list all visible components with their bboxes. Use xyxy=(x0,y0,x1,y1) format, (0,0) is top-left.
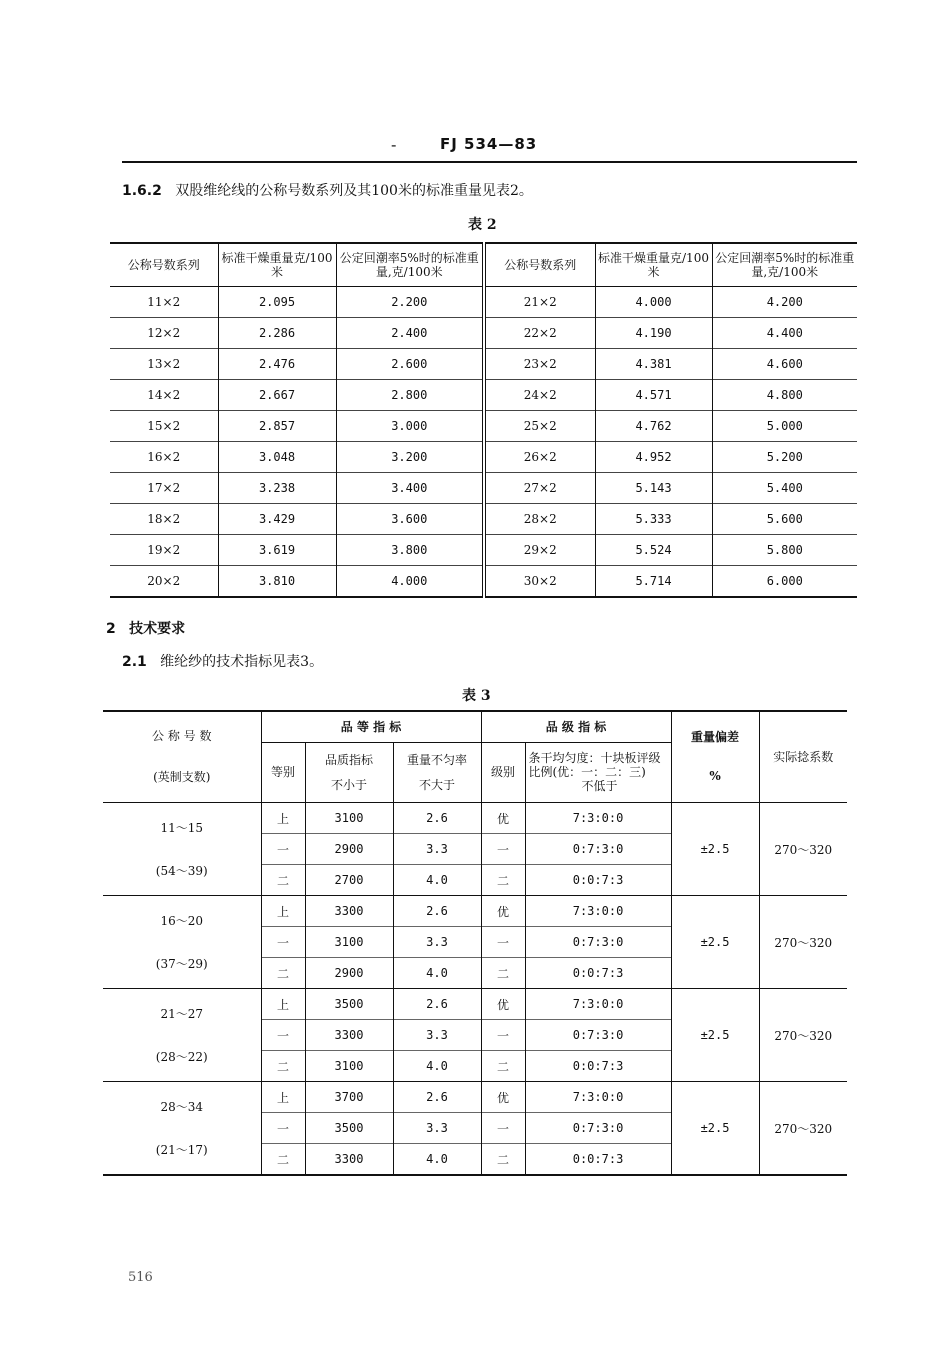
page-number: 516 xyxy=(128,1270,153,1285)
t3-class-level: 优 xyxy=(481,1082,525,1113)
t3-header-weight-deviation xyxy=(671,711,759,803)
t3-unevenness: 4.0 xyxy=(393,865,481,896)
t3-class-level: 二 xyxy=(481,1051,525,1082)
header-dash: - xyxy=(391,135,397,154)
t3-ratio: 0:7:3:0 xyxy=(525,1113,671,1144)
t2-standard-left: 3.000 xyxy=(336,411,484,442)
t2-dry-left: 3.810 xyxy=(218,566,336,598)
t3-ratio: 0:0:7:3 xyxy=(525,1051,671,1082)
t3-quality: 2700 xyxy=(305,865,393,896)
t3-grade: 一 xyxy=(261,927,305,958)
t2-nominal-left: 20×2 xyxy=(110,566,218,598)
t2-standard-left: 3.400 xyxy=(336,473,484,504)
t3-unevenness: 3.3 xyxy=(393,1020,481,1051)
t3-grade: 上 xyxy=(261,989,305,1020)
t2-dry-left: 3.429 xyxy=(218,504,336,535)
t2-nominal-left: 19×2 xyxy=(110,535,218,566)
t3-weight-deviation: ±2.5 xyxy=(671,896,759,989)
t2-standard-left: 3.600 xyxy=(336,504,484,535)
t3-unevenness: 3.3 xyxy=(393,1113,481,1144)
t3-header-evenness-label: 条干均匀度：十块板评级比例(优：一：二：三) xyxy=(528,751,661,780)
t3-class-level: 一 xyxy=(481,1020,525,1051)
table-row xyxy=(110,473,857,504)
section-2-1-text: 维纶纱的技术指标见表3。 xyxy=(160,654,324,670)
t2-dry-right: 5.524 xyxy=(595,535,712,566)
t3-unevenness: 2.6 xyxy=(393,989,481,1020)
t3-class-level: 二 xyxy=(481,958,525,989)
t2-nominal-right: 28×2 xyxy=(484,504,595,535)
t2-dry-left: 2.476 xyxy=(218,349,336,380)
t3-header-quality xyxy=(305,743,393,803)
t3-header-grade-index: 品 等 指 标 xyxy=(261,711,481,743)
t3-header-quality-label: 品质指标 xyxy=(324,752,373,767)
t3-grade: 二 xyxy=(261,958,305,989)
table-row xyxy=(103,803,847,834)
t3-header-percent: % xyxy=(709,769,721,783)
t3-ratio: 7:3:0:0 xyxy=(525,989,671,1020)
section-number: 1.6.2 xyxy=(122,183,162,199)
t3-header-nominal xyxy=(103,711,261,803)
t3-header-class-level: 级别 xyxy=(481,743,525,803)
t2-dry-right: 5.143 xyxy=(595,473,712,504)
t3-quality: 3300 xyxy=(305,896,393,927)
t3-class-level: 优 xyxy=(481,989,525,1020)
t3-nominal-range: 21～27 xyxy=(160,1007,204,1021)
t2-header-nominal-left: 公称号数系列 xyxy=(110,243,218,287)
t2-header-standard-right: 公定回潮率5%时的标准重量,克/100米 xyxy=(712,243,857,287)
t2-standard-left: 2.400 xyxy=(336,318,484,349)
t3-twist-factor: 270～320 xyxy=(759,1082,847,1176)
t3-quality: 2900 xyxy=(305,834,393,865)
t3-grade: 二 xyxy=(261,865,305,896)
t3-nominal-range: 28～34 xyxy=(160,1100,204,1114)
t3-unevenness: 3.3 xyxy=(393,834,481,865)
t3-nominal-cell xyxy=(103,989,261,1082)
t2-standard-right: 5.600 xyxy=(712,504,857,535)
t2-dry-right: 4.000 xyxy=(595,287,712,318)
t2-nominal-right: 25×2 xyxy=(484,411,595,442)
t3-nominal-range: 16～20 xyxy=(160,914,204,928)
t3-ratio: 7:3:0:0 xyxy=(525,896,671,927)
table-row xyxy=(110,535,857,566)
t2-nominal-right: 26×2 xyxy=(484,442,595,473)
t3-unevenness: 2.6 xyxy=(393,1082,481,1113)
t2-nominal-right: 30×2 xyxy=(484,566,595,598)
t3-quality: 3700 xyxy=(305,1082,393,1113)
t3-twist-factor: 270～320 xyxy=(759,989,847,1082)
table-2 xyxy=(110,242,857,598)
t3-header-english-count: (英制支数) xyxy=(153,770,211,784)
table-row xyxy=(110,287,857,318)
t3-quality: 3500 xyxy=(305,989,393,1020)
t3-ratio: 0:0:7:3 xyxy=(525,865,671,896)
t3-english-count: (54～39) xyxy=(155,864,208,878)
t3-quality: 3100 xyxy=(305,803,393,834)
t3-class-level: 优 xyxy=(481,803,525,834)
t3-grade: 上 xyxy=(261,896,305,927)
t3-class-level: 一 xyxy=(481,927,525,958)
t3-quality: 3300 xyxy=(305,1144,393,1176)
t3-header-evenness xyxy=(525,743,671,803)
table-row xyxy=(103,896,847,927)
t3-header-unevenness xyxy=(393,743,481,803)
t2-standard-right: 5.400 xyxy=(712,473,857,504)
t2-header-dry-left: 标准干燥重量克/100米 xyxy=(218,243,336,287)
section-2 xyxy=(106,618,185,638)
t3-ratio: 0:7:3:0 xyxy=(525,1020,671,1051)
t3-unevenness: 4.0 xyxy=(393,1051,481,1082)
t3-quality: 3500 xyxy=(305,1113,393,1144)
t2-nominal-left: 13×2 xyxy=(110,349,218,380)
t3-unevenness: 2.6 xyxy=(393,896,481,927)
t3-header-not-less: 不小于 xyxy=(330,777,367,792)
t3-weight-deviation: ±2.5 xyxy=(671,803,759,896)
t2-dry-right: 4.762 xyxy=(595,411,712,442)
t2-nominal-left: 18×2 xyxy=(110,504,218,535)
t3-header-not-more: 不大于 xyxy=(418,777,455,792)
t3-english-count: (37～29) xyxy=(155,957,208,971)
t3-header-nominal-label: 公 称 号 数 xyxy=(152,729,212,743)
t3-unevenness: 4.0 xyxy=(393,1144,481,1176)
t3-english-count: (21～17) xyxy=(155,1143,208,1157)
t2-standard-right: 4.200 xyxy=(712,287,857,318)
section-2-1-number: 2.1 xyxy=(122,654,147,670)
t3-unevenness: 4.0 xyxy=(393,958,481,989)
t3-nominal-range: 11～15 xyxy=(160,821,204,835)
t3-class-level: 一 xyxy=(481,1113,525,1144)
t3-header-unevenness-label: 重量不匀率 xyxy=(406,752,467,767)
table2-caption: 表 2 xyxy=(468,217,497,233)
t2-dry-left: 3.619 xyxy=(218,535,336,566)
t3-ratio: 0:7:3:0 xyxy=(525,927,671,958)
t2-dry-left: 3.238 xyxy=(218,473,336,504)
t3-ratio: 0:7:3:0 xyxy=(525,834,671,865)
t3-ratio: 7:3:0:0 xyxy=(525,1082,671,1113)
t3-weight-deviation: ±2.5 xyxy=(671,1082,759,1176)
standard-code: FJ 534—83 xyxy=(440,135,538,153)
t3-ratio: 0:0:7:3 xyxy=(525,1144,671,1176)
t2-nominal-right: 29×2 xyxy=(484,535,595,566)
table-row xyxy=(103,989,847,1020)
t2-dry-right: 4.381 xyxy=(595,349,712,380)
t2-dry-left: 3.048 xyxy=(218,442,336,473)
t3-grade: 上 xyxy=(261,803,305,834)
t2-standard-right: 5.800 xyxy=(712,535,857,566)
t2-nominal-left: 17×2 xyxy=(110,473,218,504)
table-row xyxy=(110,566,857,598)
t2-dry-left: 2.857 xyxy=(218,411,336,442)
t2-dry-right: 4.571 xyxy=(595,380,712,411)
t2-nominal-right: 23×2 xyxy=(484,349,595,380)
t2-standard-left: 2.200 xyxy=(336,287,484,318)
t2-dry-right: 5.333 xyxy=(595,504,712,535)
t3-header-class-index: 品 级 指 标 xyxy=(481,711,671,743)
t3-header-evenness-not-less: 不低于 xyxy=(581,779,618,794)
t3-quality: 2900 xyxy=(305,958,393,989)
t2-nominal-left: 15×2 xyxy=(110,411,218,442)
table-row xyxy=(103,1082,847,1113)
t2-header-dry-right: 标准干燥重量克/100米 xyxy=(595,243,712,287)
t2-nominal-right: 27×2 xyxy=(484,473,595,504)
table-3 xyxy=(103,710,847,1176)
t2-dry-left: 2.286 xyxy=(218,318,336,349)
t3-class-level: 二 xyxy=(481,865,525,896)
t3-class-level: 优 xyxy=(481,896,525,927)
table-row xyxy=(110,318,857,349)
section-text: 双股维纶线的公称号数系列及其100米的标准重量见表2。 xyxy=(175,183,533,199)
t2-standard-right: 4.800 xyxy=(712,380,857,411)
t2-nominal-left: 16×2 xyxy=(110,442,218,473)
t3-grade: 一 xyxy=(261,834,305,865)
t3-unevenness: 3.3 xyxy=(393,927,481,958)
table-row xyxy=(110,442,857,473)
t2-header-nominal-right: 公称号数系列 xyxy=(484,243,595,287)
t3-quality: 3100 xyxy=(305,927,393,958)
t2-nominal-left: 11×2 xyxy=(110,287,218,318)
t2-standard-left: 4.000 xyxy=(336,566,484,598)
t2-standard-right: 6.000 xyxy=(712,566,857,598)
t2-dry-left: 2.667 xyxy=(218,380,336,411)
t3-nominal-cell xyxy=(103,1082,261,1176)
t3-unevenness: 2.6 xyxy=(393,803,481,834)
t3-english-count: (28～22) xyxy=(155,1050,208,1064)
t3-grade: 一 xyxy=(261,1020,305,1051)
t2-standard-right: 5.200 xyxy=(712,442,857,473)
t2-standard-right: 4.400 xyxy=(712,318,857,349)
table-row xyxy=(110,504,857,535)
section-2-1 xyxy=(122,651,323,671)
t3-nominal-cell xyxy=(103,803,261,896)
t2-nominal-right: 21×2 xyxy=(484,287,595,318)
t3-grade: 上 xyxy=(261,1082,305,1113)
t3-header-grade-level: 等别 xyxy=(261,743,305,803)
t3-class-level: 一 xyxy=(481,834,525,865)
t3-grade: 二 xyxy=(261,1051,305,1082)
t2-standard-left: 2.800 xyxy=(336,380,484,411)
t3-ratio: 7:3:0:0 xyxy=(525,803,671,834)
t2-standard-right: 5.000 xyxy=(712,411,857,442)
table-row xyxy=(110,411,857,442)
section-2-title: 技术要求 xyxy=(129,621,186,637)
table-row xyxy=(110,349,857,380)
t2-dry-right: 4.952 xyxy=(595,442,712,473)
t3-ratio: 0:0:7:3 xyxy=(525,958,671,989)
t2-standard-left: 2.600 xyxy=(336,349,484,380)
t2-nominal-right: 22×2 xyxy=(484,318,595,349)
section-1-6-2 xyxy=(122,180,533,200)
t2-nominal-right: 24×2 xyxy=(484,380,595,411)
t3-header-row-1 xyxy=(103,711,847,743)
t2-dry-left: 2.095 xyxy=(218,287,336,318)
t3-quality: 3300 xyxy=(305,1020,393,1051)
t3-class-level: 二 xyxy=(481,1144,525,1176)
t2-nominal-left: 14×2 xyxy=(110,380,218,411)
t3-nominal-cell xyxy=(103,896,261,989)
t2-standard-left: 3.800 xyxy=(336,535,484,566)
t3-twist-factor: 270～320 xyxy=(759,803,847,896)
t2-header-standard-left: 公定回潮率5%时的标准重量,克/100米 xyxy=(336,243,484,287)
t3-grade: 二 xyxy=(261,1144,305,1176)
t3-weight-deviation: ±2.5 xyxy=(671,989,759,1082)
t3-header-deviation-label: 重量偏差 xyxy=(691,730,740,744)
t2-dry-right: 4.190 xyxy=(595,318,712,349)
t3-twist-factor: 270～320 xyxy=(759,896,847,989)
page-header xyxy=(0,130,950,162)
t3-header-twist-factor: 实际捻系数 xyxy=(759,711,847,803)
t2-standard-right: 4.600 xyxy=(712,349,857,380)
t3-quality: 3100 xyxy=(305,1051,393,1082)
table-row xyxy=(110,380,857,411)
header-rule xyxy=(122,161,857,163)
table2-header-row xyxy=(110,243,857,287)
t2-standard-left: 3.200 xyxy=(336,442,484,473)
table3-caption: 表 3 xyxy=(462,688,491,704)
section-2-number: 2 xyxy=(106,621,116,637)
t2-dry-right: 5.714 xyxy=(595,566,712,598)
t2-nominal-left: 12×2 xyxy=(110,318,218,349)
t3-grade: 一 xyxy=(261,1113,305,1144)
